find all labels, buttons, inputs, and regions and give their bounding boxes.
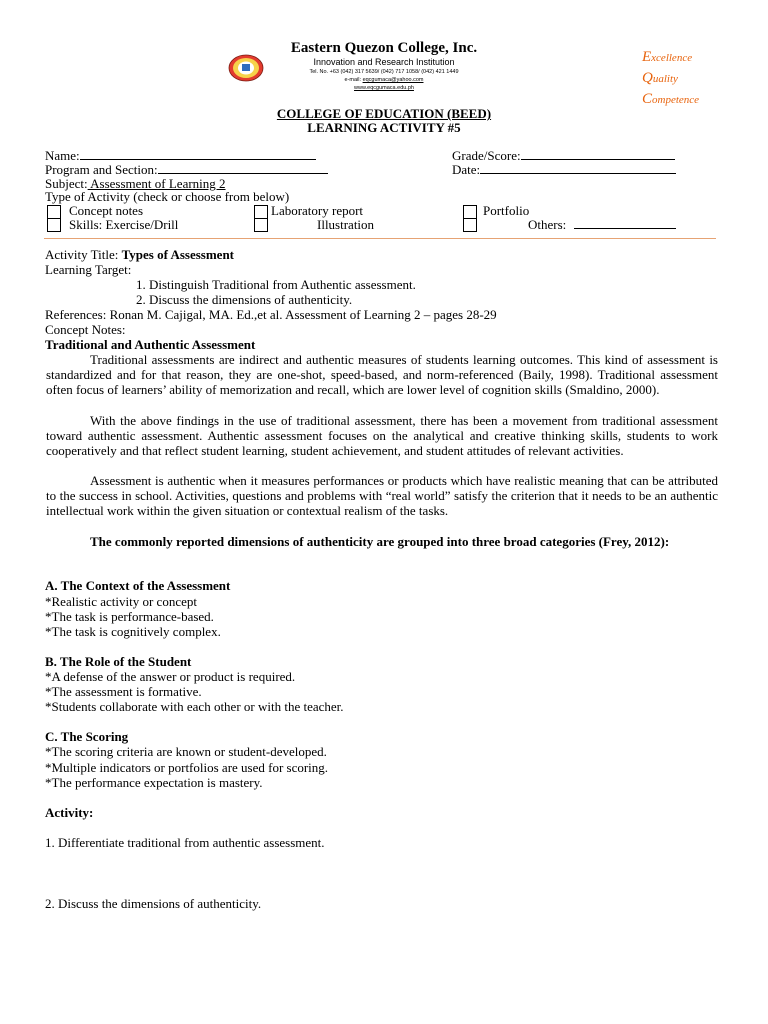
section-heading: Traditional and Authentic Assessment xyxy=(45,337,256,352)
question-1: 1. Differentiate traditional from authentic assessment. xyxy=(45,835,325,850)
email-link[interactable]: eqcgumaca@yahoo.com xyxy=(362,77,424,83)
category-a-item: *Realistic activity or concept xyxy=(45,594,197,609)
option-others: Others: xyxy=(528,217,567,232)
option-lab-report: Laboratory report xyxy=(271,203,364,218)
motto-quality: Quality xyxy=(642,70,678,86)
option-portfolio: Portfolio xyxy=(483,203,530,218)
checkbox-skills[interactable] xyxy=(47,218,61,232)
checkbox-lab-report[interactable] xyxy=(254,205,268,219)
category-c-item: *The performance expectation is mastery. xyxy=(45,775,263,790)
concept-notes-label: Concept Notes: xyxy=(45,322,126,337)
checkbox-illustration[interactable] xyxy=(254,218,268,232)
dimensions-intro: The commonly reported dimensions of authenticity are grouped into three broad categories (Frey, 2012): xyxy=(90,534,670,549)
learning-target-2: 2. Discuss the dimensions of authenticity. xyxy=(136,292,353,307)
document-title-2: LEARNING ACTIVITY #5 xyxy=(307,120,461,135)
grade-field[interactable] xyxy=(452,148,675,163)
paragraph-2: With the above findings in the use of traditional assessment, there has been a movement from traditional assessment toward authentic assessment. Authentic assessment focuses on the analytical and creative thinking skills, students to work cooperatively and that reflect student learning, student achievement, and student attitudes of relevant activities. xyxy=(46,413,718,458)
learning-target-label: Learning Target: xyxy=(45,262,132,277)
checkbox-concept-notes[interactable] xyxy=(47,205,61,219)
category-a-item: *The task is cognitively complex. xyxy=(45,624,221,639)
program-label: Program and Section: xyxy=(45,162,158,177)
date-label: Date: xyxy=(452,162,481,177)
paragraph-1: Traditional assessments are indirect and authentic measures of students learning outcomes. This kind of assessment is standardized and for that reason, they are one-shot, speed-based, and norm-referenced (Baily, 1998). Traditional assessment often focus of learners’ ability of memorization and recall, which are lower level of cognition skills (Smaldino, 2000). xyxy=(46,352,718,397)
category-b-item: *The assessment is formative. xyxy=(45,684,202,699)
college-name: Eastern Quezon College, Inc. xyxy=(290,40,478,56)
option-illustration: Illustration xyxy=(317,217,375,232)
divider xyxy=(44,238,716,239)
program-field[interactable] xyxy=(45,162,328,177)
checkbox-portfolio[interactable] xyxy=(463,205,477,219)
question-2: 2. Discuss the dimensions of authenticity. xyxy=(45,896,262,911)
email-label: e-mail: xyxy=(344,77,362,83)
option-skills: Skills: Exercise/Drill xyxy=(69,217,179,232)
activity-label: Activity: xyxy=(45,805,94,820)
references: References: Ronan M. Cajigal, MA. Ed.,et al. Assessment of Learning 2 – pages 28-29 xyxy=(45,307,497,322)
activity-type-label: Type of Activity (check or choose from below) xyxy=(45,189,290,204)
activity-title-row xyxy=(45,247,234,262)
learning-target-1: 1. Distinguish Traditional from Authentic assessment. xyxy=(136,277,416,292)
activity-title: Types of Assessment xyxy=(121,247,235,262)
category-c-item: *Multiple indicators or portfolios are used for scoring. xyxy=(45,760,329,775)
category-b-item: *A defense of the answer or product is required. xyxy=(45,669,296,684)
college-subtitle: Innovation and Research Institution xyxy=(313,57,455,67)
paragraph-3: Assessment is authentic when it measures performances or products which have realistic meaning that can be attributed to the success in school. Activities, questions and problems with “real world” satisfy the criterion that it needs to be an authentic intellectual work within the given situation or contextual realism of the tasks. xyxy=(46,473,718,518)
category-c-heading: C. The Scoring xyxy=(45,729,129,744)
subject-label: Subject: xyxy=(45,176,88,191)
college-tel: Tel. No. +63 (042) 317 5639/ (042) 717 1058/ (042) 421 1449 xyxy=(309,69,459,75)
category-a-item: *The task is performance-based. xyxy=(45,609,214,624)
others-field[interactable] xyxy=(528,217,676,232)
option-concept-notes: Concept notes xyxy=(69,203,144,218)
category-a-heading: A. The Context of the Assessment xyxy=(45,578,231,593)
subject-value: Assessment of Learning 2 xyxy=(87,176,226,191)
category-b-heading: B. The Role of the Student xyxy=(45,654,192,669)
category-b-item: *Students collaborate with each other or with the teacher. xyxy=(45,699,344,714)
motto xyxy=(642,48,699,111)
activity-title-label: Activity Title: xyxy=(45,247,119,262)
checkbox-others[interactable] xyxy=(463,218,477,232)
category-c-item: *The scoring criteria are known or student-developed. xyxy=(45,744,327,759)
college-website[interactable]: www.eqcgumaca.edu.ph xyxy=(354,85,414,91)
name-field[interactable] xyxy=(45,148,316,163)
document-title-1: COLLEGE OF EDUCATION (BEED) xyxy=(276,106,492,121)
date-field[interactable] xyxy=(452,162,676,177)
motto-excellence: Excellence xyxy=(642,49,693,65)
name-label: Name: xyxy=(45,148,80,163)
grade-label: Grade/Score: xyxy=(452,148,521,163)
motto-competence: Competence xyxy=(642,91,700,107)
